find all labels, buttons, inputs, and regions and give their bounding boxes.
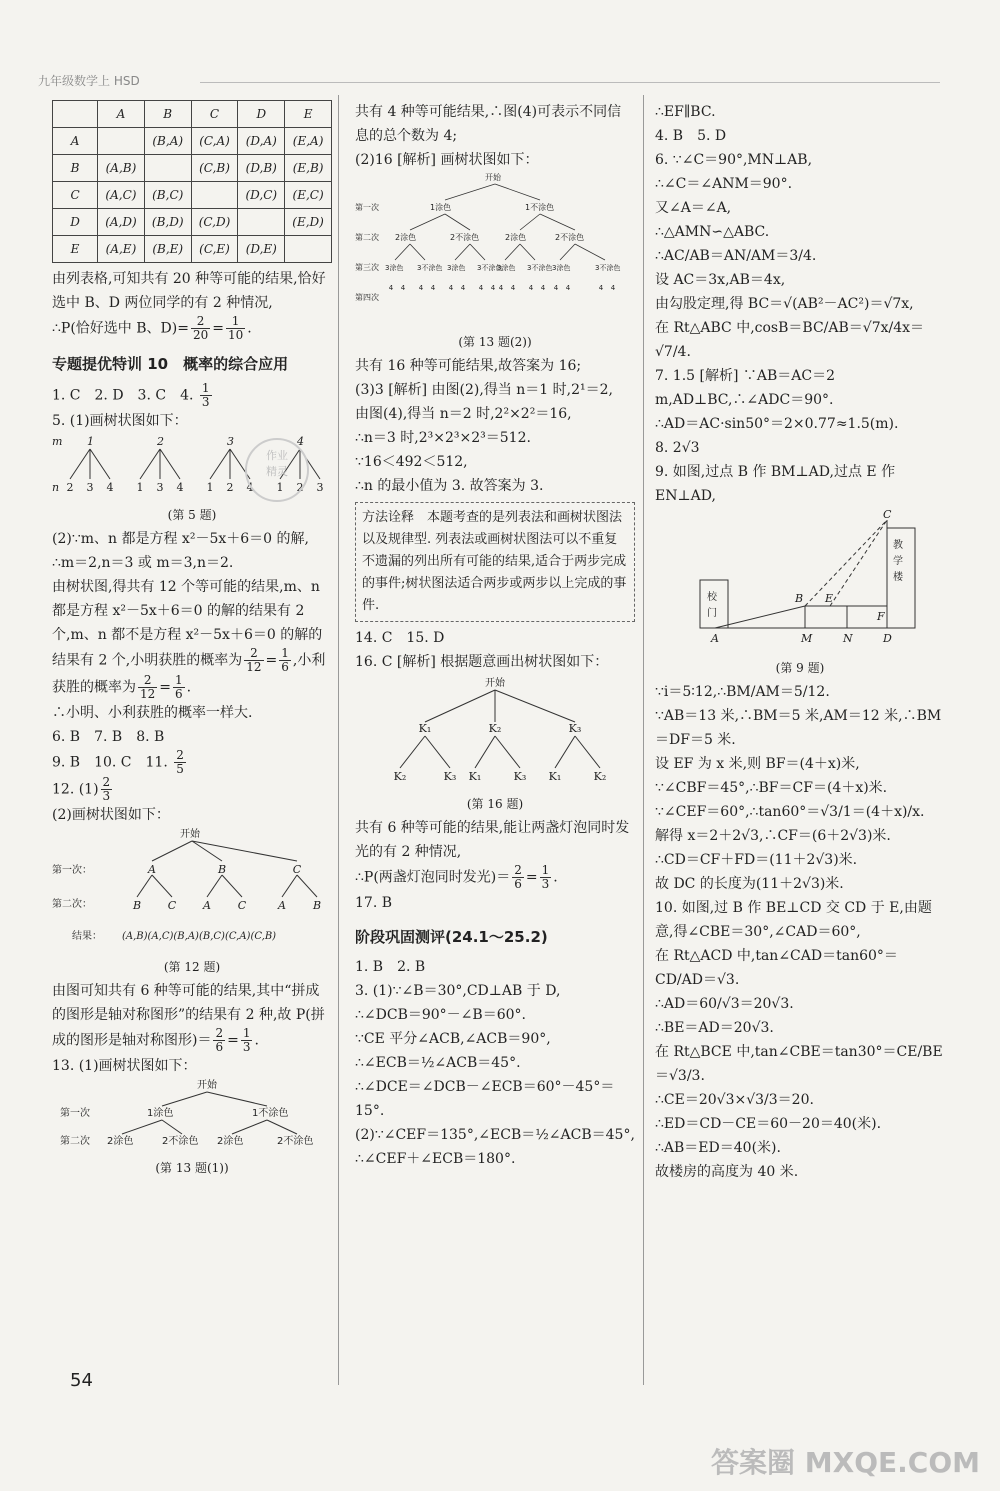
table-header bbox=[53, 101, 98, 128]
text-span: 由树状图,得共有 12 个等可能的结果,m、n 都是方程 x²－5x＋6＝0 的解的结果有 2 个,m、n 都不是方程 x²－5x＋6＝0 的解的结果有 2 个,小明获胜的概率为 bbox=[52, 579, 323, 669]
text-line: ∴AD＝AC·sin50°＝2×0.77≈1.5(m). bbox=[655, 416, 899, 432]
svg-text:2不涂色: 2不涂色 bbox=[277, 1136, 314, 1147]
svg-text:2: 2 bbox=[157, 435, 164, 448]
header-title: 九年级数学上 HSD bbox=[38, 74, 140, 88]
text-line: 设 EF 为 x 米,则 BF＝(4＋x)米, bbox=[655, 756, 860, 772]
svg-text:3: 3 bbox=[156, 481, 164, 494]
svg-text:K₃: K₃ bbox=[443, 770, 457, 783]
svg-text:N: N bbox=[843, 632, 853, 645]
svg-text:C: C bbox=[237, 899, 247, 912]
svg-text:1: 1 bbox=[206, 481, 214, 494]
text-line: 14. C 15. D bbox=[355, 630, 445, 646]
svg-text:4: 4 bbox=[418, 284, 424, 292]
svg-text:C: C bbox=[167, 899, 177, 912]
svg-text:开始: 开始 bbox=[485, 173, 501, 182]
outcome-table bbox=[52, 100, 332, 263]
svg-text:4: 4 bbox=[400, 284, 406, 292]
table-cell: C bbox=[53, 182, 98, 209]
figure-caption: (第 13 题(1)) bbox=[155, 1161, 229, 1175]
text-line: 10. 如图,过 B 作 BE⊥CD 交 CD 于 E,由题意,得∠CBE＝30°,∠CAD＝60°, bbox=[655, 900, 932, 940]
text-line: ∴∠DCB＝90°－∠B＝60°. bbox=[355, 1007, 526, 1023]
tree-diagram-16 bbox=[355, 674, 635, 784]
text-line: 6. ∵∠C＝90°,MN⊥AB, bbox=[655, 152, 813, 168]
svg-text:第一次: 第一次 bbox=[355, 203, 379, 212]
table-header: B bbox=[144, 101, 191, 128]
text-line: ∴CE＝20√3×√3/3＝20. bbox=[655, 1092, 814, 1108]
table-cell: (C,D) bbox=[191, 209, 238, 236]
figure-9-diagram bbox=[655, 508, 935, 648]
svg-text:门: 门 bbox=[707, 608, 717, 619]
text-line: ∴小明、小利获胜的概率一样大. bbox=[52, 705, 253, 721]
svg-text:4: 4 bbox=[553, 284, 559, 292]
text-line: ∵CE 平分∠ACB,∠ACB＝90°, bbox=[355, 1031, 551, 1047]
svg-text:C: C bbox=[292, 863, 302, 876]
text-span: ∴P(两盏灯泡同时发光)＝ bbox=[355, 869, 511, 886]
svg-text:开始: 开始 bbox=[197, 1080, 217, 1091]
text-line: (2)∵∠CEF＝135°,∠ECB＝½∠ACB＝45°, bbox=[355, 1127, 635, 1143]
table-cell: (D,C) bbox=[238, 182, 285, 209]
table-cell: (B,D) bbox=[144, 209, 191, 236]
table-header: D bbox=[238, 101, 285, 128]
table-cell: (E,D) bbox=[285, 209, 332, 236]
svg-text:4: 4 bbox=[528, 284, 534, 292]
text-line: 又∠A＝∠A, bbox=[655, 200, 732, 216]
text-line: ∵∠CBF＝45°,∴BF＝CF＝(4＋x)米. bbox=[655, 780, 888, 796]
text-line: ∴n 的最小值为 3. 故答案为 3. bbox=[355, 478, 544, 494]
text-line: 5. (1)画树状图如下： bbox=[52, 413, 188, 429]
svg-text:2不涂色: 2不涂色 bbox=[450, 233, 480, 242]
tree-diagram-13-2 bbox=[355, 172, 635, 322]
table-cell: (B,C) bbox=[144, 182, 191, 209]
table-cell: (A,B) bbox=[98, 155, 145, 182]
svg-text:3不涂色: 3不涂色 bbox=[477, 264, 503, 272]
svg-text:第三次: 第三次 bbox=[355, 263, 379, 272]
text-line: 解得 x＝2＋2√3,∴CF＝(6＋2√3)米. bbox=[655, 828, 891, 844]
svg-text:1: 1 bbox=[276, 481, 284, 494]
svg-text:3涂色: 3涂色 bbox=[497, 264, 516, 272]
svg-text:4: 4 bbox=[430, 284, 436, 292]
table-cell: E bbox=[53, 236, 98, 263]
svg-text:K₁: K₁ bbox=[468, 770, 482, 783]
svg-text:开始: 开始 bbox=[180, 829, 200, 840]
fraction: $\frac{1}{10}$ bbox=[227, 314, 244, 342]
svg-text:3不涂色: 3不涂色 bbox=[527, 264, 553, 272]
text-span: 12. (1) bbox=[52, 781, 99, 798]
svg-text:第二次: 第二次 bbox=[60, 1136, 90, 1147]
text-line bbox=[52, 776, 332, 803]
text-line: 16. C [解析] 根据题意画出树状图如下： bbox=[355, 654, 609, 670]
table-cell: (B,E) bbox=[144, 236, 191, 263]
svg-text:B: B bbox=[795, 592, 804, 605]
text-span: 小利获胜的概率为 bbox=[52, 652, 326, 696]
table-header: E bbox=[285, 101, 332, 128]
table-row bbox=[53, 155, 332, 182]
svg-text:4: 4 bbox=[176, 481, 184, 494]
method-note-box: 方法诠释 本题考查的是列表法和画树状图法以及规律型. 列表法或画树状图法可以不重复不遗漏的列出所有可能的结果,适合于两步完成的事件;树状图法适合两步或两步以上完成的事件. bbox=[355, 502, 635, 622]
text-line: 13. (1)画树状图如下： bbox=[52, 1058, 197, 1074]
watermark-logo: 答案圈 MXQE.COM bbox=[711, 1446, 980, 1479]
table-cell: (D,A) bbox=[238, 128, 285, 155]
text-line: ∴m＝2,n＝3 或 m＝3,n＝2. bbox=[52, 555, 234, 571]
text-line: ∴CD＝CF＋FD＝(11＋2√3)米. bbox=[655, 852, 858, 868]
svg-text:4: 4 bbox=[598, 284, 604, 292]
svg-text:第二次: 第二次 bbox=[355, 233, 379, 242]
svg-text:校: 校 bbox=[707, 592, 717, 603]
column-divider-1 bbox=[338, 95, 339, 1385]
right-column bbox=[655, 100, 945, 1184]
text-line: 由勾股定理,得 BC＝√(AB²－AC²)＝√7x, bbox=[655, 296, 914, 312]
svg-text:E: E bbox=[825, 592, 834, 605]
tree-diagram-13-1 bbox=[52, 1078, 332, 1148]
svg-text:A: A bbox=[148, 863, 156, 876]
svg-text:4: 4 bbox=[490, 284, 496, 292]
text-line: 故楼房的高度为 40 米. bbox=[655, 1164, 799, 1180]
svg-text:2涂色: 2涂色 bbox=[505, 233, 527, 242]
text-line: ∴EF∥BC. bbox=[655, 104, 716, 120]
fraction: $\frac{2}{3}$ bbox=[102, 775, 111, 803]
svg-text:A: A bbox=[203, 899, 211, 912]
table-cell: (A,E) bbox=[98, 236, 145, 263]
svg-text:m: m bbox=[52, 435, 63, 448]
fraction: $\frac{1}{6}$ bbox=[281, 646, 289, 674]
table-row bbox=[53, 182, 332, 209]
svg-text:2不涂色: 2不涂色 bbox=[555, 233, 585, 242]
svg-text:M: M bbox=[801, 632, 813, 645]
svg-text:2涂色: 2涂色 bbox=[395, 233, 417, 242]
svg-text:4: 4 bbox=[610, 284, 616, 292]
figure-caption: (第 5 题) bbox=[167, 508, 217, 522]
svg-text:4: 4 bbox=[448, 284, 454, 292]
text-line: ∴AC/AB＝AN/AM＝3/4. bbox=[655, 248, 817, 264]
svg-text:2不涂色: 2不涂色 bbox=[162, 1136, 199, 1147]
text-line: (2)∵m、n 都是方程 x²－5x＋6＝0 的解, bbox=[52, 531, 309, 547]
tree-diagram-12 bbox=[52, 827, 332, 947]
fraction: $\frac{2}{12}$ bbox=[246, 646, 262, 674]
text-line: ∴∠C＝∠ANM＝90°. bbox=[655, 176, 793, 192]
svg-text:1: 1 bbox=[136, 481, 144, 494]
text-line: ∵∠CEF＝60°,∴tan60°＝√3/1＝(4＋x)/x. bbox=[655, 804, 925, 820]
table-cell: (D,E) bbox=[238, 236, 285, 263]
svg-text:B: B bbox=[217, 863, 227, 876]
section-title: 阶段巩固测评(24.1～25.2) bbox=[355, 928, 548, 946]
svg-text:4: 4 bbox=[478, 284, 484, 292]
text-line: ∴∠CEF＋∠ECB＝180°. bbox=[355, 1151, 516, 1167]
fraction: $\frac{1}{6}$ bbox=[175, 673, 183, 701]
text-line: (2)画树状图如下： bbox=[52, 807, 170, 823]
svg-text:A: A bbox=[711, 632, 719, 645]
table-cell: (E,C) bbox=[285, 182, 332, 209]
text-line: ∴n＝3 时,2³×2³×2³＝512. bbox=[355, 430, 531, 446]
table-cell: (D,B) bbox=[238, 155, 285, 182]
svg-text:2: 2 bbox=[66, 481, 74, 494]
table-cell bbox=[98, 128, 145, 155]
svg-text:教: 教 bbox=[893, 540, 903, 551]
text-line bbox=[52, 382, 332, 409]
svg-text:K₂: K₂ bbox=[393, 770, 407, 783]
text-line: 共有 4 种等可能结果,∴图(4)可表示不同信息的总个数为 4; bbox=[355, 104, 622, 144]
header-rule bbox=[200, 82, 940, 83]
text-line: 由图(4),得当 n＝2 时,2²×2²＝16, bbox=[355, 406, 572, 422]
text-line: 3. (1)∵∠B＝30°,CD⊥AB 于 D, bbox=[355, 983, 561, 999]
table-cell: (C,E) bbox=[191, 236, 238, 263]
table-cell: A bbox=[53, 128, 98, 155]
svg-text:4: 4 bbox=[297, 435, 304, 448]
table-cell: (E,B) bbox=[285, 155, 332, 182]
svg-text:开始: 开始 bbox=[485, 678, 505, 689]
table-row bbox=[53, 209, 332, 236]
svg-text:B: B bbox=[132, 899, 142, 912]
svg-text:2: 2 bbox=[296, 481, 304, 494]
svg-text:K₃: K₃ bbox=[568, 722, 582, 735]
text-line: 4. B 5. D bbox=[655, 128, 727, 144]
svg-text:1: 1 bbox=[87, 435, 94, 448]
text-line: ∴AB＝ED＝40(米). bbox=[655, 1140, 781, 1156]
fraction: $\frac{1}{3}$ bbox=[541, 863, 550, 891]
svg-text:结果：: 结果： bbox=[72, 931, 102, 942]
svg-text:1不涂色: 1不涂色 bbox=[252, 1108, 289, 1119]
text-line: ∴P(恰好选中 B、D)= $\frac{2}{20}$ = $\frac{1}{10}$ . bbox=[52, 314, 252, 342]
text-line: ∴BE＝AD＝20√3. bbox=[655, 1020, 774, 1036]
text-line: 设 AC＝3x,AB＝4x, bbox=[655, 272, 786, 288]
text-line: (3)3 [解析] 由图(2),得当 n＝1 时,2¹＝2, bbox=[355, 382, 613, 398]
text-span: 1. C 2. D 3. C 4. bbox=[52, 387, 194, 404]
table-cell bbox=[238, 209, 285, 236]
text-line: 由树状图,得共有 12 个等可能的结果,m、n 都是方程 x²－5x＋6＝0 的解的结果有 2 个,m、n 都不是方程 x²－5x＋6＝0 的解的结果有 2 个,小明获胜的概率为 $\frac{2}{12}$ = $\frac{1}{6}$ ,小利获胜的概率为 $\frac{2}{12}$ = $\frac{1}{6}$ . bbox=[52, 579, 326, 701]
text-line: 在 Rt△ABC 中,cosB＝BC/AB＝√7x/4x＝√7/4. bbox=[655, 320, 925, 360]
table-cell bbox=[285, 236, 332, 263]
svg-text:4: 4 bbox=[498, 284, 504, 292]
svg-text:第一次: 第一次 bbox=[60, 1108, 90, 1119]
svg-text:K₁: K₁ bbox=[548, 770, 562, 783]
svg-text:楼: 楼 bbox=[893, 572, 903, 583]
text-line: 8. 2√3 bbox=[655, 440, 700, 456]
table-cell: (A,C) bbox=[98, 182, 145, 209]
figure-caption: (第 13 题(2)) bbox=[458, 335, 532, 349]
text-line: ∴∠DCE＝∠DCB－∠ECB＝60°－45°＝15°. bbox=[355, 1079, 615, 1119]
svg-text:4: 4 bbox=[510, 284, 516, 292]
text-line: 9. 如图,过点 B 作 BM⊥AD,过点 E 作 EN⊥AD, bbox=[655, 464, 896, 504]
svg-text:K₂: K₂ bbox=[488, 722, 502, 735]
table-cell: (B,A) bbox=[144, 128, 191, 155]
svg-text:K₁: K₁ bbox=[418, 722, 432, 735]
table-cell: B bbox=[53, 155, 98, 182]
fraction: $\frac{1}{3}$ bbox=[201, 381, 210, 409]
text-line: 故 DC 的长度为(11＋2√3)米. bbox=[655, 876, 844, 892]
svg-text:3: 3 bbox=[316, 481, 324, 494]
figure-caption: (第 16 题) bbox=[466, 797, 524, 811]
seal-stamp: 作业 精灵 bbox=[245, 438, 309, 502]
fraction: $\frac{1}{3}$ bbox=[242, 1026, 251, 1054]
svg-text:K₃: K₃ bbox=[513, 770, 527, 783]
svg-text:4: 4 bbox=[246, 481, 254, 494]
text-line: 1. B 2. B bbox=[355, 959, 426, 975]
table-cell: (C,A) bbox=[191, 128, 238, 155]
svg-text:第二次：: 第二次： bbox=[52, 899, 92, 910]
svg-text:A: A bbox=[278, 899, 286, 912]
svg-text:3: 3 bbox=[227, 435, 234, 448]
text-span: 9. B 10. C 11. bbox=[52, 754, 168, 771]
svg-text:K₂: K₂ bbox=[593, 770, 607, 783]
text-line: ∵16＜492＜512, bbox=[355, 454, 468, 470]
svg-text:1不涂色: 1不涂色 bbox=[525, 203, 555, 212]
text-line: ∴P(两盏灯泡同时发光)＝ $\frac{2}{6}$ = $\frac{1}{3}$ . bbox=[355, 863, 558, 891]
svg-text:(A,B)(A,C)(B,A)(B,C)(C,A)(C,B): (A,B)(A,C)(B,A)(B,C)(C,A)(C,B) bbox=[122, 931, 277, 942]
svg-text:D: D bbox=[883, 632, 892, 645]
text-line: 共有 16 种等可能结果,故答案为 16; bbox=[355, 358, 582, 374]
fraction: $\frac{2}{20}$ bbox=[192, 314, 209, 342]
text-line: ∴AD＝60/√3＝20√3. bbox=[655, 996, 794, 1012]
svg-text:2涂色: 2涂色 bbox=[107, 1136, 134, 1147]
svg-text:4: 4 bbox=[106, 481, 114, 494]
text-line: 17. B bbox=[355, 895, 393, 911]
middle-column bbox=[355, 100, 635, 1171]
table-cell: (E,A) bbox=[285, 128, 332, 155]
text-line: (2)16 [解析] 画树状图如下： bbox=[355, 152, 539, 168]
svg-text:学: 学 bbox=[893, 556, 903, 567]
text-span: ∴P(恰好选中 B、D)= bbox=[52, 320, 189, 337]
text-line: 由列表格,可知共有 20 种等可能的结果,恰好选中 B、D 两位同学的有 2 种情况, bbox=[52, 271, 326, 311]
section-title: 专题提优特训 10 概率的综合应用 bbox=[52, 355, 289, 373]
svg-text:F: F bbox=[877, 610, 885, 623]
text-line: 6. B 7. B 8. B bbox=[52, 729, 165, 745]
left-column bbox=[52, 100, 332, 1180]
fraction: $\frac{2}{12}$ bbox=[140, 673, 156, 701]
text-line bbox=[52, 749, 332, 776]
text-line: 在 Rt△ACD 中,tan∠CAD＝tan60°＝CD/AD＝√3. bbox=[655, 948, 898, 988]
page-number: 54 bbox=[70, 1370, 93, 1391]
svg-text:2: 2 bbox=[226, 481, 234, 494]
fraction: $\frac{2}{6}$ bbox=[215, 1026, 224, 1054]
table-cell: (A,D) bbox=[98, 209, 145, 236]
figure-caption: (第 9 题) bbox=[775, 661, 825, 675]
svg-text:4: 4 bbox=[565, 284, 571, 292]
text-line: 由图可知共有 6 种等可能的结果,其中“拼成的图形是轴对称图形”的结果有 2 种,故 P(拼成的图形是轴对称图形)＝ $\frac{2}{6}$ = $\frac{1}{3}$ . bbox=[52, 983, 325, 1054]
column-divider-2 bbox=[643, 95, 644, 1385]
table-cell: (C,B) bbox=[191, 155, 238, 182]
svg-text:3不涂色: 3不涂色 bbox=[417, 264, 443, 272]
svg-text:4: 4 bbox=[388, 284, 394, 292]
svg-text:3不涂色: 3不涂色 bbox=[595, 264, 621, 272]
text-line: ∴ED＝CD－CE＝60－20＝40(米). bbox=[655, 1116, 882, 1132]
text-line: 在 Rt△BCE 中,tan∠CBE＝tan30°＝CE/BE＝√3/3. bbox=[655, 1044, 943, 1084]
text-line: 7. 1.5 [解析] ∵AB＝AC＝2 m,AD⊥BC,∴∠ADC＝90°. bbox=[655, 368, 836, 408]
text-line: ∴∠ECB＝½∠ACB＝45°. bbox=[355, 1055, 521, 1071]
svg-text:4: 4 bbox=[460, 284, 466, 292]
svg-text:1涂色: 1涂色 bbox=[147, 1108, 174, 1119]
fraction: $\frac{2}{6}$ bbox=[514, 863, 522, 891]
svg-text:3: 3 bbox=[86, 481, 94, 494]
text-line: ∴△AMN∽△ABC. bbox=[655, 224, 770, 240]
table-cell bbox=[144, 155, 191, 182]
svg-text:2涂色: 2涂色 bbox=[217, 1136, 244, 1147]
figure-caption: (第 12 题) bbox=[163, 960, 221, 974]
svg-text:C: C bbox=[883, 508, 892, 521]
text-line: ∵AB＝13 米,∴BM＝5 米,AM＝12 米,∴BM＝DF＝5 米. bbox=[655, 708, 942, 748]
svg-text:3涂色: 3涂色 bbox=[385, 264, 404, 272]
table-cell bbox=[191, 182, 238, 209]
svg-text:3涂色: 3涂色 bbox=[552, 264, 571, 272]
table-cell: D bbox=[53, 209, 98, 236]
table-row bbox=[53, 128, 332, 155]
svg-text:B: B bbox=[312, 899, 322, 912]
svg-text:1涂色: 1涂色 bbox=[430, 203, 452, 212]
svg-text:第一次：: 第一次： bbox=[52, 865, 92, 876]
table-row bbox=[53, 236, 332, 263]
text-span: 由图可知共有 6 种等可能的结果,其中“拼成的图形是轴对称图形”的结果有 2 种,故 P(拼成的图形是轴对称图形)＝ bbox=[52, 983, 325, 1049]
table-header: C bbox=[191, 101, 238, 128]
svg-text:第四次: 第四次 bbox=[355, 293, 379, 302]
svg-text:4: 4 bbox=[540, 284, 546, 292]
text-line: ∵i＝5∶12,∴BM/AM＝5/12. bbox=[655, 684, 830, 700]
svg-text:3涂色: 3涂色 bbox=[447, 264, 466, 272]
text-line: 共有 6 种等可能的结果,能让两盏灯泡同时发光的有 2 种情况, bbox=[355, 820, 630, 860]
table-header: A bbox=[98, 101, 145, 128]
fraction: $\frac{2}{5}$ bbox=[176, 748, 184, 776]
svg-text:n: n bbox=[52, 481, 60, 494]
